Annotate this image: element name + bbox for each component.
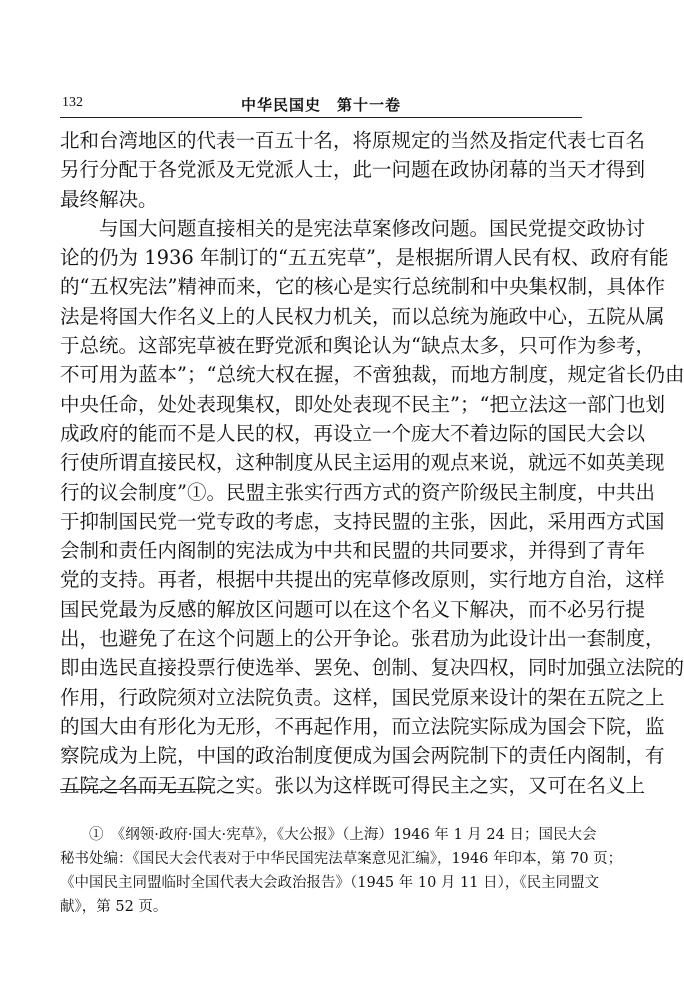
footnote-line: ① 《纲领·政府·国大·宪草》，《大公报》（上海）1946 年 1 月 24 日；国民大会 xyxy=(60,827,597,843)
body-line: 五院之名而无五院之实。张以为这样既可得民主之实，又可在名义上 xyxy=(60,773,646,797)
body-line: 中央任命，处处表现集权，即处处表现不民主”；“把立法这一部门也划 xyxy=(60,392,665,416)
body-line: 成政府的能而不是人民的权，再设立一个庞大不着边际的国民大会以 xyxy=(60,421,646,445)
body-line: 行的议会制度”①。民盟主张实行西方式的资产阶级民主制度，中共出 xyxy=(60,480,655,504)
page-header xyxy=(60,93,582,118)
body-line: 察院成为上院，中国的政治制度便成为国会两院制下的责任内阁制，有 xyxy=(60,744,665,768)
body-line: 于抑制国民党一党专政的考虑，支持民盟的主张，因此，采用西方式国 xyxy=(60,509,665,533)
page-number: 132 xyxy=(62,95,83,110)
body-line: 另行分配于各党派及无党派人士，此一问题在政协闭幕的当天才得到 xyxy=(60,158,646,182)
footnote-line: 《中国民主同盟临时全国代表大会政治报告》（1945 年 10 月 11 日），《民主同盟文 xyxy=(60,875,600,891)
body-line: 于总统。这部宪草被在野党派和舆论认为“缺点太多，只可作为参考， xyxy=(60,334,655,358)
body-text xyxy=(60,126,684,800)
body-line: 党的支持。再者，根据中共提出的宪草修改原则，实行地方自治，这样 xyxy=(60,568,665,592)
body-line: 行使所谓直接民权，这种制度从民主运用的观点来说，就远不如英美现 xyxy=(60,451,665,475)
body-line: 与国大问题直接相关的是宪法草案修改问题。国民党提交政协讨 xyxy=(60,216,646,240)
footnote-divider xyxy=(60,789,210,790)
body-line: 会制和责任内阁制的宪法成为中共和民盟的共同要求，并得到了青年 xyxy=(60,539,646,563)
footnote-line: 献》，第 52 页。 xyxy=(60,899,168,915)
body-line: 论的仍为 1936 年制订的“五五宪草”，是根据所谓人民有权、政府有能 xyxy=(60,246,669,270)
body-line: 最终解决。 xyxy=(60,187,158,211)
body-line: 的“五权宪法”精神而来，它的核心是实行总统制和中央集权制，具体作 xyxy=(60,275,665,299)
body-line: 作用，行政院须对立法院负责。这样，国民党原来设计的架在五院之上 xyxy=(60,685,665,709)
footnote-line: 秘书处编：《国民大会代表对于中华民国宪法草案意见汇编》，1946 年印本，第 70 页； xyxy=(60,851,623,867)
body-line: 即由选民直接投票行使选举、罢免、创制、复决四权，同时加强立法院的 xyxy=(60,656,684,680)
body-line: 的国大由有形化为无形，不再起作用，而立法院实际成为国会下院，监 xyxy=(60,714,665,738)
footnotes xyxy=(60,823,623,919)
body-line: 国民党最为反感的解放区问题可以在这个名义下解决，而不必另行提 xyxy=(60,597,646,621)
body-line: 出，也避免了在这个问题上的公开争论。张君劢为此设计出一套制度， xyxy=(60,627,665,651)
running-title: 中华民国史 第十一卷 xyxy=(240,96,401,114)
body-line: 不可用为蓝本”；“总统大权在握，不啻独裁，而地方制度，规定省长仍由 xyxy=(60,363,684,387)
body-line: 北和台湾地区的代表一百五十名，将原规定的当然及指定代表七百名 xyxy=(60,129,646,152)
body-line: 法是将国大作名义上的人民权力机关，而以总统为施政中心，五院从属 xyxy=(60,304,665,328)
